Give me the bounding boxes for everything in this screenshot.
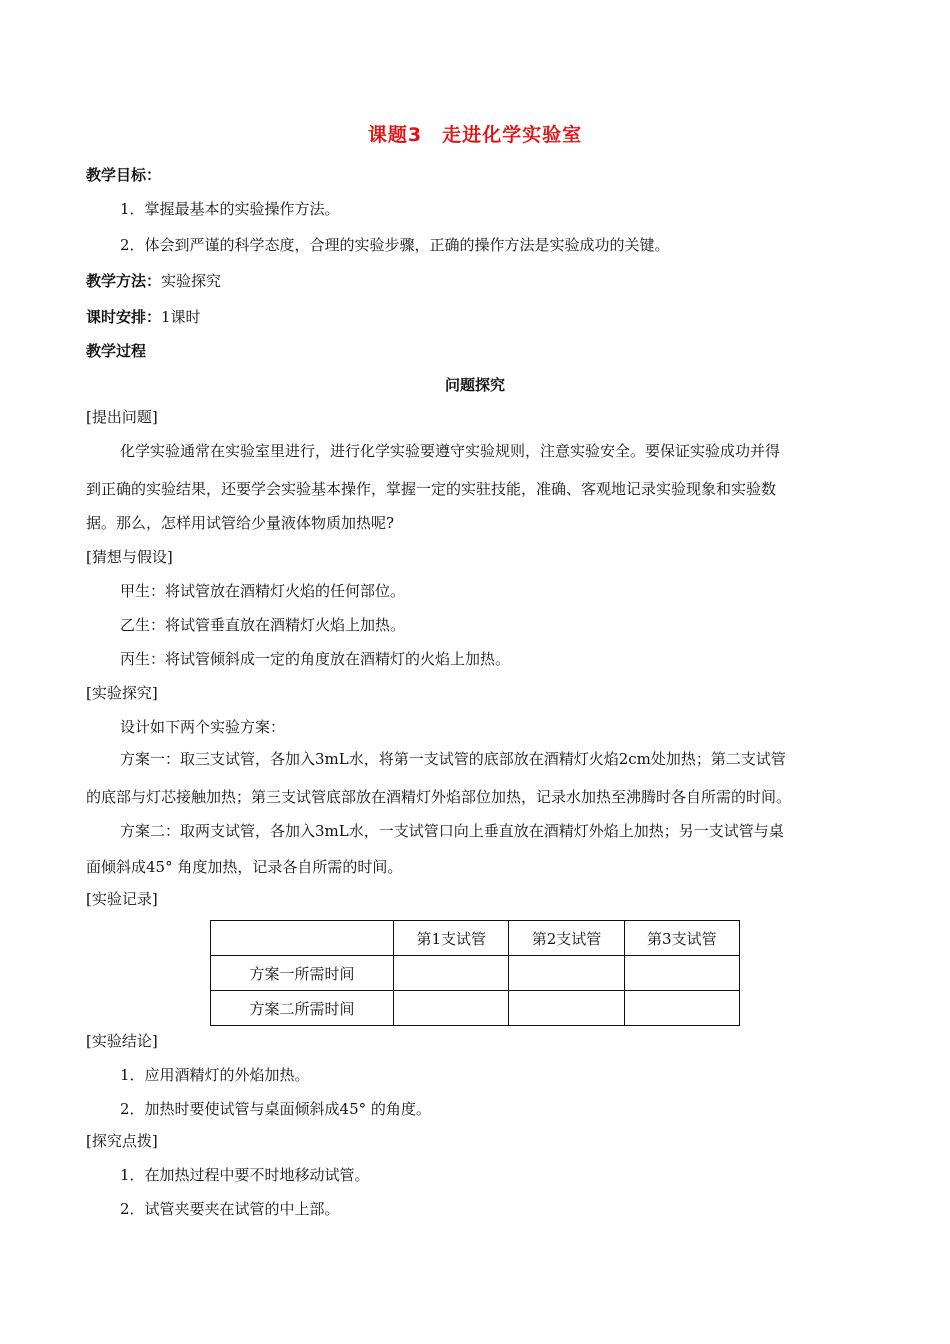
- question-line: 化学实验通常在实验室里进行，进行化学实验要遵守实验规则，注意实验安全。要保证实验成功并得: [120, 442, 781, 460]
- table-cell: [509, 956, 624, 991]
- goal-item: 2．体会到严谨的科学态度，合理的实验步骤，正确的操作方法是实验成功的关键。: [120, 236, 670, 254]
- conclusion-tag: [实验结论]: [86, 1032, 158, 1050]
- question-line: 据。那么，怎样用试管给少量液体物质加热呢?: [86, 514, 395, 532]
- tip-item: 1．在加热过程中要不时地移动试管。: [120, 1166, 370, 1184]
- method-heading: 教学方法：: [86, 272, 162, 290]
- schedule-line: [86, 306, 201, 328]
- conclusion-item: 2．加热时要使试管与桌面倾斜成45° 的角度。: [120, 1100, 431, 1118]
- hypothesis-item: 丙生：将试管倾斜成一定的角度放在酒精灯的火焰上加热。: [120, 650, 511, 668]
- experiment-intro: 设计如下两个实验方案：: [120, 718, 286, 736]
- table-cell: [624, 991, 739, 1026]
- process-heading: 教学过程: [86, 342, 147, 360]
- table-row: [211, 991, 740, 1026]
- tip-item: 2．试管夹要夹在试管的中上部。: [120, 1200, 340, 1218]
- conclusion-item: 1．应用酒精灯的外焰加热。: [120, 1066, 310, 1084]
- hypothesis-tag: [猜想与假设]: [86, 548, 173, 566]
- table-header-cell: 第1支试管: [394, 921, 509, 956]
- table-header-cell: 第2支试管: [509, 921, 624, 956]
- hypothesis-item: 甲生：将试管放在酒精灯火焰的任何部位。: [120, 582, 406, 600]
- table-cell: [394, 956, 509, 991]
- experiment-tag: [实验探究]: [86, 684, 158, 702]
- table-cell: [509, 991, 624, 1026]
- plan1-line: 方案一：取三支试管，各加入3mL水，将第一支试管的底部放在酒精灯火焰2cm处加热；第二支试管: [120, 750, 786, 768]
- record-tag: [实验记录]: [86, 890, 158, 908]
- page-title: 课题3 走进化学实验室: [367, 124, 583, 146]
- plan2-line: 方案二：取两支试管，各加入3mL水，一支试管口向上垂直放在酒精灯外焰上加热；另一支试管与桌: [120, 822, 784, 840]
- table-cell: 方案一所需时间: [211, 956, 394, 991]
- goal-item: 1．掌握最基本的实验操作方法。: [120, 200, 340, 218]
- method-value: 实验探究: [161, 272, 222, 290]
- table-header-row: [211, 921, 740, 956]
- hypothesis-item: 乙生：将试管垂直放在酒精灯火焰上加热。: [120, 616, 406, 634]
- table-cell: [394, 991, 509, 1026]
- goals-heading: 教学目标：: [86, 166, 162, 184]
- plan2-line: 面倾斜成45° 角度加热，记录各自所需的时间。: [86, 858, 403, 876]
- table-row: [211, 956, 740, 991]
- schedule-value: 1课时: [161, 308, 201, 326]
- section-title: 问题探究: [444, 376, 505, 394]
- table-header-cell: [211, 921, 394, 956]
- record-table: [210, 920, 740, 1026]
- table-header-cell: 第3支试管: [624, 921, 739, 956]
- plan1-line: 的底部与灯芯接触加热；第三支试管底部放在酒精灯外焰部位加热，记录水加热至沸腾时各自所需的时间。: [86, 788, 792, 806]
- question-tag: [提出问题]: [86, 408, 158, 426]
- method-line: [86, 270, 221, 292]
- table-cell: 方案二所需时间: [211, 991, 394, 1026]
- tips-tag: [探究点拨]: [86, 1132, 158, 1150]
- question-line: 到正确的实验结果，还要学会实验基本操作，掌握一定的实驻技能，准确、客观地记录实验现象和实验数: [86, 480, 777, 498]
- schedule-heading: 课时安排：: [86, 308, 162, 326]
- table-cell: [624, 956, 739, 991]
